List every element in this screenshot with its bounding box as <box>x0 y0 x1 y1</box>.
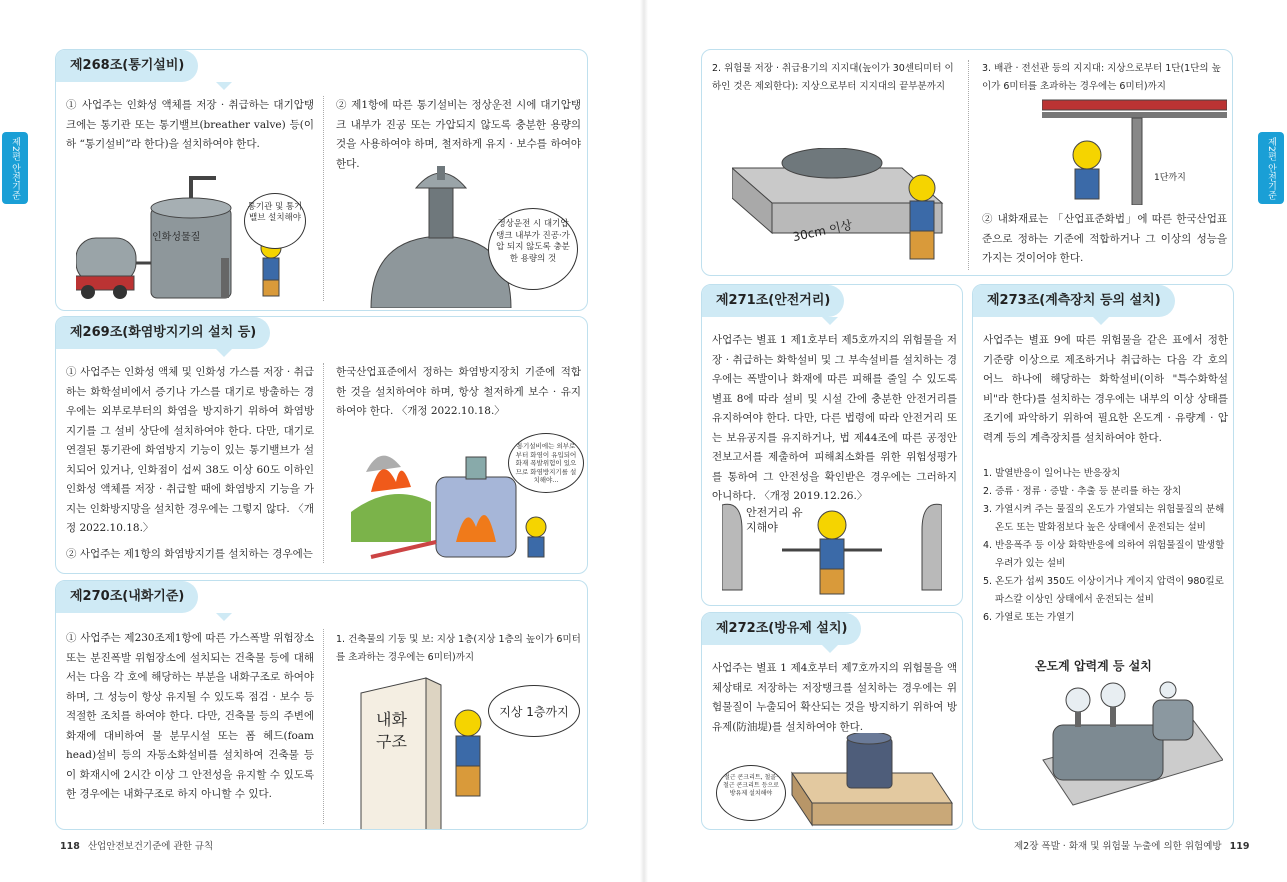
tank-label: 인화성물질 <box>152 232 201 243</box>
article-270-title: 제270조(내화기준) <box>56 581 198 613</box>
article-270-box <box>55 580 588 830</box>
footer-right: 제2장 폭발 · 화재 및 위험물 누출에 의한 위험예방 119 <box>1014 841 1250 852</box>
height-label: 30cm 이상 <box>791 217 854 245</box>
side-tab-left: 제2편 안전기준 <box>2 132 28 204</box>
article-269-box <box>55 316 588 574</box>
article-270-item1: 1. 건축물의 기둥 및 보: 지상 1층(지상 1층의 높이가 6미터를 초과하는 경우에는 6미터)까지 <box>336 634 581 663</box>
bubble-normal-operation: 정상운전 시 대기압 탱크 내부가 진공·가압 되지 않도록 충분한 용량의 것 <box>488 208 578 290</box>
pipe-support-illustration <box>1042 95 1227 205</box>
article-269-para1: ① 사업주는 인화성 액체 및 인화성 가스를 저장 · 취급하는 화학설비에서 증기나 가스를 대기로 방출하는 경우에는 외부로부터의 화염을 방지하기 위하여 화염방지기를 그 설비 상단에 설치하여야 한다. 다만, 대기로 연결된 통기관에 화염방지 기능이 있는 통기밸브가 설치되어 있거나, 인화점이 섭씨 38도 이상 60도 이하인 인화성 액체를 저장 · 취급할 때에 화염방지 기능을 가지는 인화방지망을 설치한 경우에는 그렇지 않다. 〈개정 2022.10.18.〉 <box>66 366 314 534</box>
article-270-para1: ① 사업주는 제230조제1항에 따른 가스폭발 위험장소 또는 분진폭발 위험장소에 설치되는 건축물 등에 대해서는 다음 각 호에 해당하는 부분을 내화구조로 하여야 하며, 그 성능이 항상 유지될 수 있도록 점검 · 보수 등 적절한 조치를 하여야 한다. 다만, 건축물 등의 주변에 화재에 대비하여 물 분무시설 또는 폼 헤드(foam head)설비 등의 자동소화설비를 설치하여 건축물 등이 화재시에 2시간 이상 그 안전성을 유지할 수 있도록 한 경우에는 내화구조로 하지 아니할 수 있다. <box>66 632 314 800</box>
article-273-list <box>983 465 1228 627</box>
list-item: 6. 가열로 또는 가열기 <box>983 612 1075 623</box>
bubble-first-floor: 지상 1층까지 <box>488 685 580 737</box>
article-271-para1: 사업주는 별표 1 제1호부터 제5호까지의 위험물을 저장 · 취급하는 화학설비 및 그 부속설비를 설치하는 경우에는 폭발이나 화재에 따른 피해를 줄일 수 있도록 별표 8에 따라 설비 및 시설 간에 충분한 안전거리를 유지하여야 한다. 다만, 다른 법령에 따라 안전거리 또는 보유공지를 유지하거나, 법 제44조에 따른 공정안전보고서를 제출하여 피해최소화를 위한 위험성평가를 통하여 그 안전성을 확인받은 경우에는 그러하지 아니하다. 〈개정 2019.12.26.〉 <box>712 334 957 502</box>
bubble-dike: 철근 콘크리트, 철골·철근 콘크리트 등으로 방유제 설치해야 <box>716 765 786 821</box>
side-tab-right: 제2편 안전기준 <box>1258 132 1284 204</box>
list-item: 3. 가열시켜 주는 물질의 온도가 가열되는 위험물질의 분해온도 또는 발화점보다 높은 상태에서 운전되는 설비 <box>983 504 1225 533</box>
article-269-para2: ② 사업주는 제1항의 화염방지기를 설치하는 경우에는 <box>66 548 313 560</box>
bubble-safe-distance: 안전거리 유지해야 <box>746 506 803 534</box>
article-271-box <box>701 284 963 606</box>
article-270-item2: 2. 위험물 저장 · 취급용기의 지지대(높이가 30센티미터 이하인 것은 제외한다): 지상으로부터 지지대의 끝부분까지 <box>712 63 954 92</box>
article-272-box <box>701 612 963 830</box>
article-273-box <box>972 284 1234 830</box>
article-270-continued-box <box>701 49 1233 276</box>
bubble-vent: 통기관 및 통기밸브 설치해야 <box>244 193 306 249</box>
tier-label: 1단까지 <box>1154 173 1186 183</box>
article-269-title: 제269조(화염방지기의 설치 등) <box>56 317 270 349</box>
article-271-title: 제271조(안전거리) <box>702 285 844 317</box>
gauge-label: 온도계 압력계 등 설치 <box>1035 659 1152 673</box>
list-item: 5. 온도가 섭씨 350도 이상이거나 게이지 압력이 980킬로파스칼 이상인 상태에서 운전되는 설비 <box>983 576 1224 605</box>
list-item: 4. 반응폭주 등 이상 화학반응에 의하여 위험물질이 발생할 우려가 있는 설비 <box>983 540 1225 569</box>
left-page <box>0 0 643 882</box>
pillar-label: 내화구조 <box>376 710 407 751</box>
article-272-para1: 사업주는 별표 1 제4호부터 제7호까지의 위험물을 액체상태로 저장하는 저장탱크를 설치하는 경우에는 위험물질이 누출되어 확산되는 것을 방지하기 위하여 방유제(防油堤)를 설치하여야 한다. <box>712 662 957 733</box>
article-268-box <box>55 49 588 311</box>
article-270-item3: 3. 배관 · 전선관 등의 지지대: 지상으로부터 1단(1단의 높이가 6미터를 초과하는 경우에는 6미터)까지 <box>982 63 1221 92</box>
article-268-para1: ① 사업주는 인화성 액체를 저장 · 취급하는 대기압탱크에는 통기관 또는 통기밸브(breather valve) 등(이하 “통기설비”라 한다)을 설치하여야 한다. <box>66 99 314 150</box>
right-page <box>644 0 1287 882</box>
support-height-illustration <box>732 148 972 273</box>
article-268-para2: ② 제1항에 따른 통기설비는 정상운전 시에 대기압탱크 내부가 진공 또는 가압되지 않도록 충분한 용량의 것을 사용하여야 하며, 철저하게 유지 · 보수를 하여야 한다. <box>336 99 581 170</box>
list-item: 2. 증류 · 정류 · 증발 · 추출 등 분리를 하는 장치 <box>983 486 1182 497</box>
article-268-title: 제268조(통기설비) <box>56 50 198 82</box>
article-272-title: 제272조(방유제 설치) <box>702 613 861 645</box>
article-273-title: 제273조(계측장치 등의 설치) <box>973 285 1175 317</box>
article-269-para3: 한국산업표준에서 정하는 화염방지장치 기준에 적합한 것을 설치하여야 하며, 항상 철저하게 보수 · 유지하여야 한다. 〈개정 2022.10.18.〉 <box>336 366 581 417</box>
footer-left: 118 산업안전보건기준에 관한 규칙 <box>60 841 214 852</box>
article-270-para2: ② 내화재료는 「산업표준화법」에 따른 한국산업표준으로 정하는 기준에 적합하거나 그 이상의 성능을 가지는 것이어야 한다. <box>982 213 1227 264</box>
list-item: 1. 발열반응이 일어나는 반응장치 <box>983 468 1121 479</box>
gauges-illustration <box>1023 680 1223 810</box>
bubble-flame-arrester: 통기설비에는 외부로부터 화염이 유입되어 화재 폭발위험이 있으므로 화염방지기를 설치해야... <box>508 433 584 493</box>
article-273-para1: 사업주는 별표 9에 따른 위험물을 같은 표에서 정한 기준량 이상으로 제조하거나 취급하는 다음 각 호의 어느 하나에 해당하는 화학설비(이하 "특수화학설비"라 한다)를 설치하는 경우에는 내부의 이상 상태를 조기에 파악하기 위하여 필요한 온도계 · 유량계 · 압력계 등의 계측장치를 설치하여야 한다. <box>983 334 1228 444</box>
dike-illustration <box>782 733 957 828</box>
